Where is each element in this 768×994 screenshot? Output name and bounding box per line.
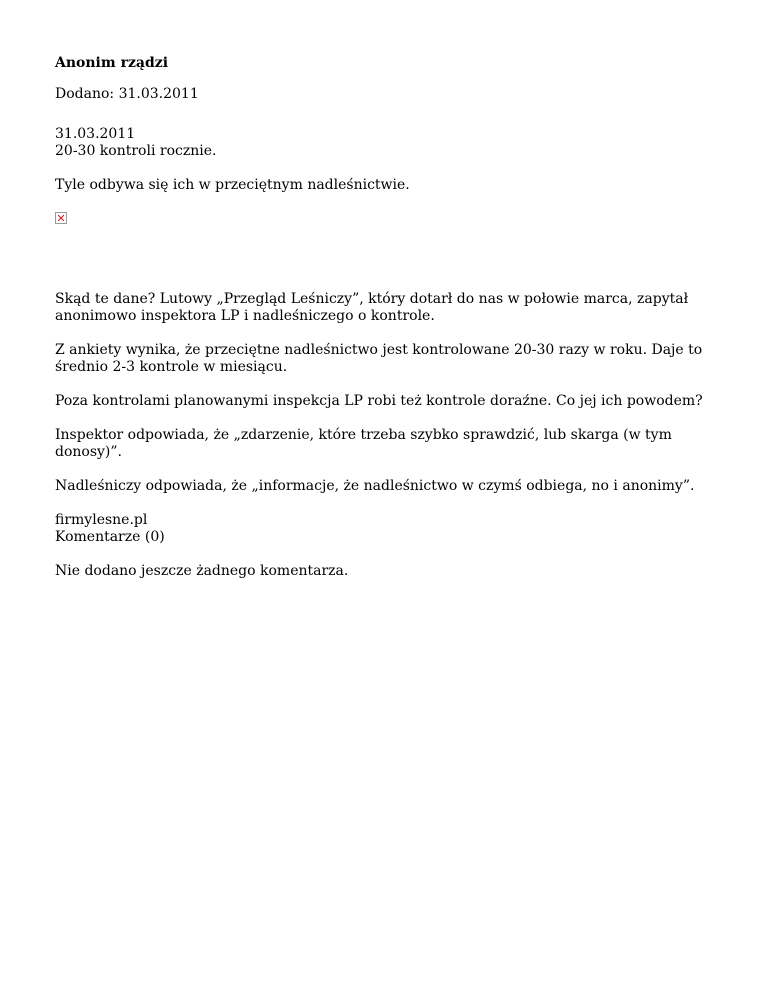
article-paragraph: Nadleśniczy odpowiada, że „informacje, że nadleśnictwo w czymś odbiega, no i anonimy”. [55,478,695,494]
comments-empty-message: Nie dodano jeszcze żadnego komentarza. [55,563,349,579]
article-date: 31.03.2011 [55,126,136,142]
broken-image-icon [55,212,67,224]
article-paragraph: Z ankiety wynika, że przeciętne nadleśnictwo jest kontrolowane 20-30 razy w roku. Daje to średnio 2-3 kontrole w miesiącu. [55,342,703,375]
comments-section [55,512,713,546]
article-intro: Tyle odbywa się ich w przeciętnym nadleśnictwie. [55,177,410,193]
article-source: firmylesne.pl [55,512,148,528]
article-paragraph: Skąd te dane? Lutowy „Przegląd Leśniczy”, który dotarł do nas w połowie marca, zapytał anonimowo inspektora LP i nadleśniczego o kontrole. [55,291,689,324]
article-date-block [55,126,713,160]
article-paragraph: Inspektor odpowiada, że „zdarzenie, które trzeba szybko sprawdzić, lub skarga (w tym donosy)”. [55,427,672,460]
article-title: Anonim rządzi [55,55,169,71]
added-date: Dodano: 31.03.2011 [55,86,199,102]
article-paragraph: Poza kontrolami planowanymi inspekcja LP robi też kontrole doraźne. Co jej ich powodem? [55,393,703,409]
article-lead: 20-30 kontroli rocznie. [55,143,217,159]
comments-header: Komentarze (0) [55,529,165,545]
